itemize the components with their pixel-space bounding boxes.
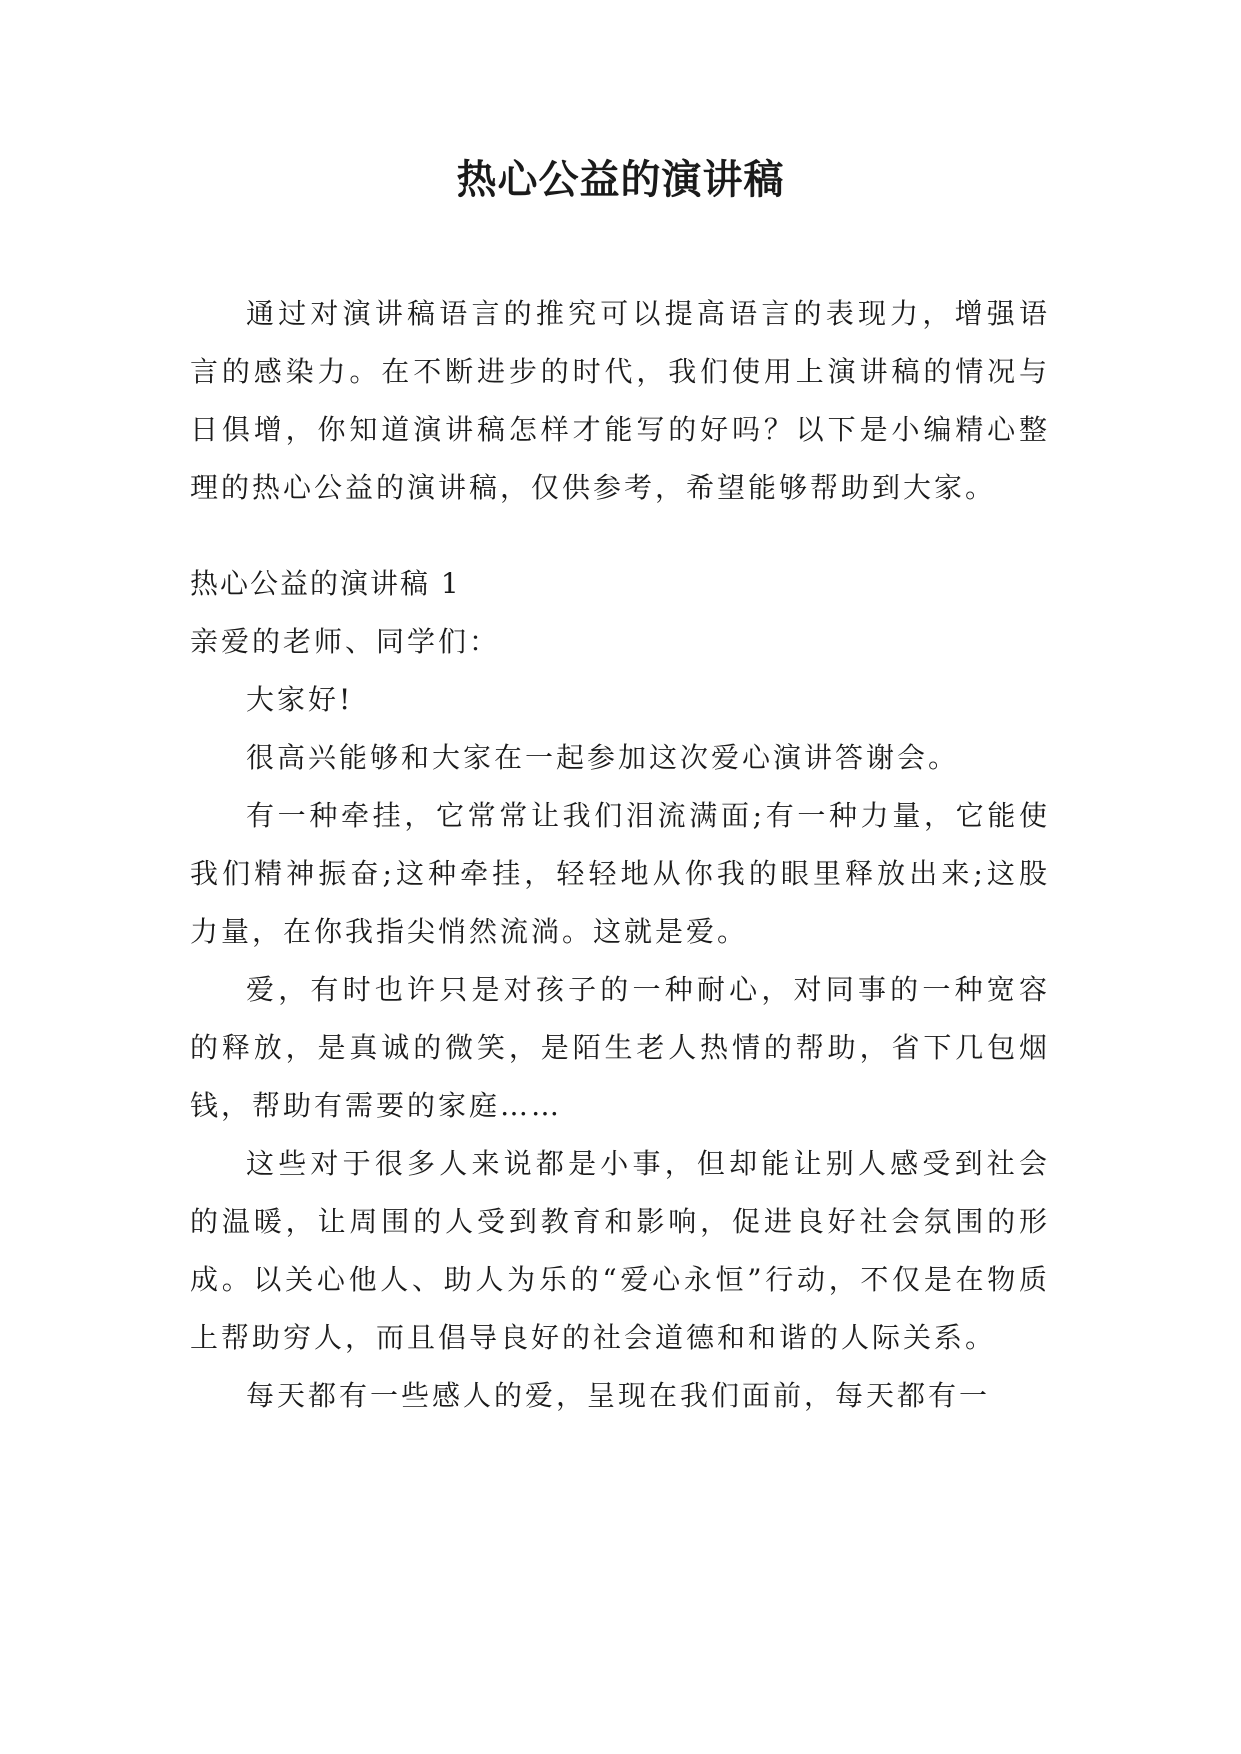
intro-paragraph: 通过对演讲稿语言的推究可以提高语言的表现力，增强语言的感染力。在不断进步的时代，我们使用上演讲稿的情况与日俱增，你知道演讲稿怎样才能写的好吗？以下是小编精心整理的热心公益的演讲稿，仅供参考，希望能够帮助到大家。 bbox=[190, 297, 1050, 504]
document-body bbox=[190, 285, 1050, 1425]
body-paragraph: 有一种牵挂，它常常让我们泪流满面;有一种力量，它能使我们精神振奋;这种牵挂，轻轻地从你我的眼里释放出来;这股力量，在你我指尖悄然流淌。这就是爱。 bbox=[190, 799, 1050, 948]
body-paragraph: 爱，有时也许只是对孩子的一种耐心，对同事的一种宽容的释放，是真诚的微笑，是陌生老人热情的帮助，省下几包烟钱，帮助有需要的家庭…… bbox=[190, 973, 1050, 1122]
section-heading: 热心公益的演讲稿 1 bbox=[190, 567, 461, 600]
document-title: 热心公益的演讲稿 bbox=[456, 157, 785, 203]
body-paragraph: 每天都有一些感人的爱，呈现在我们面前，每天都有一 bbox=[246, 1379, 991, 1412]
salutation: 亲爱的老师、同学们： bbox=[190, 625, 501, 658]
greeting: 大家好! bbox=[246, 683, 354, 716]
body-paragraph: 这些对于很多人来说都是小事，但却能让别人感受到社会的温暖，让周围的人受到教育和影响，促进良好社会氛围的形成。以关心他人、助人为乐的“爱心永恒”行动，不仅是在物质上帮助穷人，而且倡导良好的社会道德和和谐的人际关系。 bbox=[190, 1147, 1050, 1354]
body-paragraph: 很高兴能够和大家在一起参加这次爱心演讲答谢会。 bbox=[246, 741, 960, 774]
